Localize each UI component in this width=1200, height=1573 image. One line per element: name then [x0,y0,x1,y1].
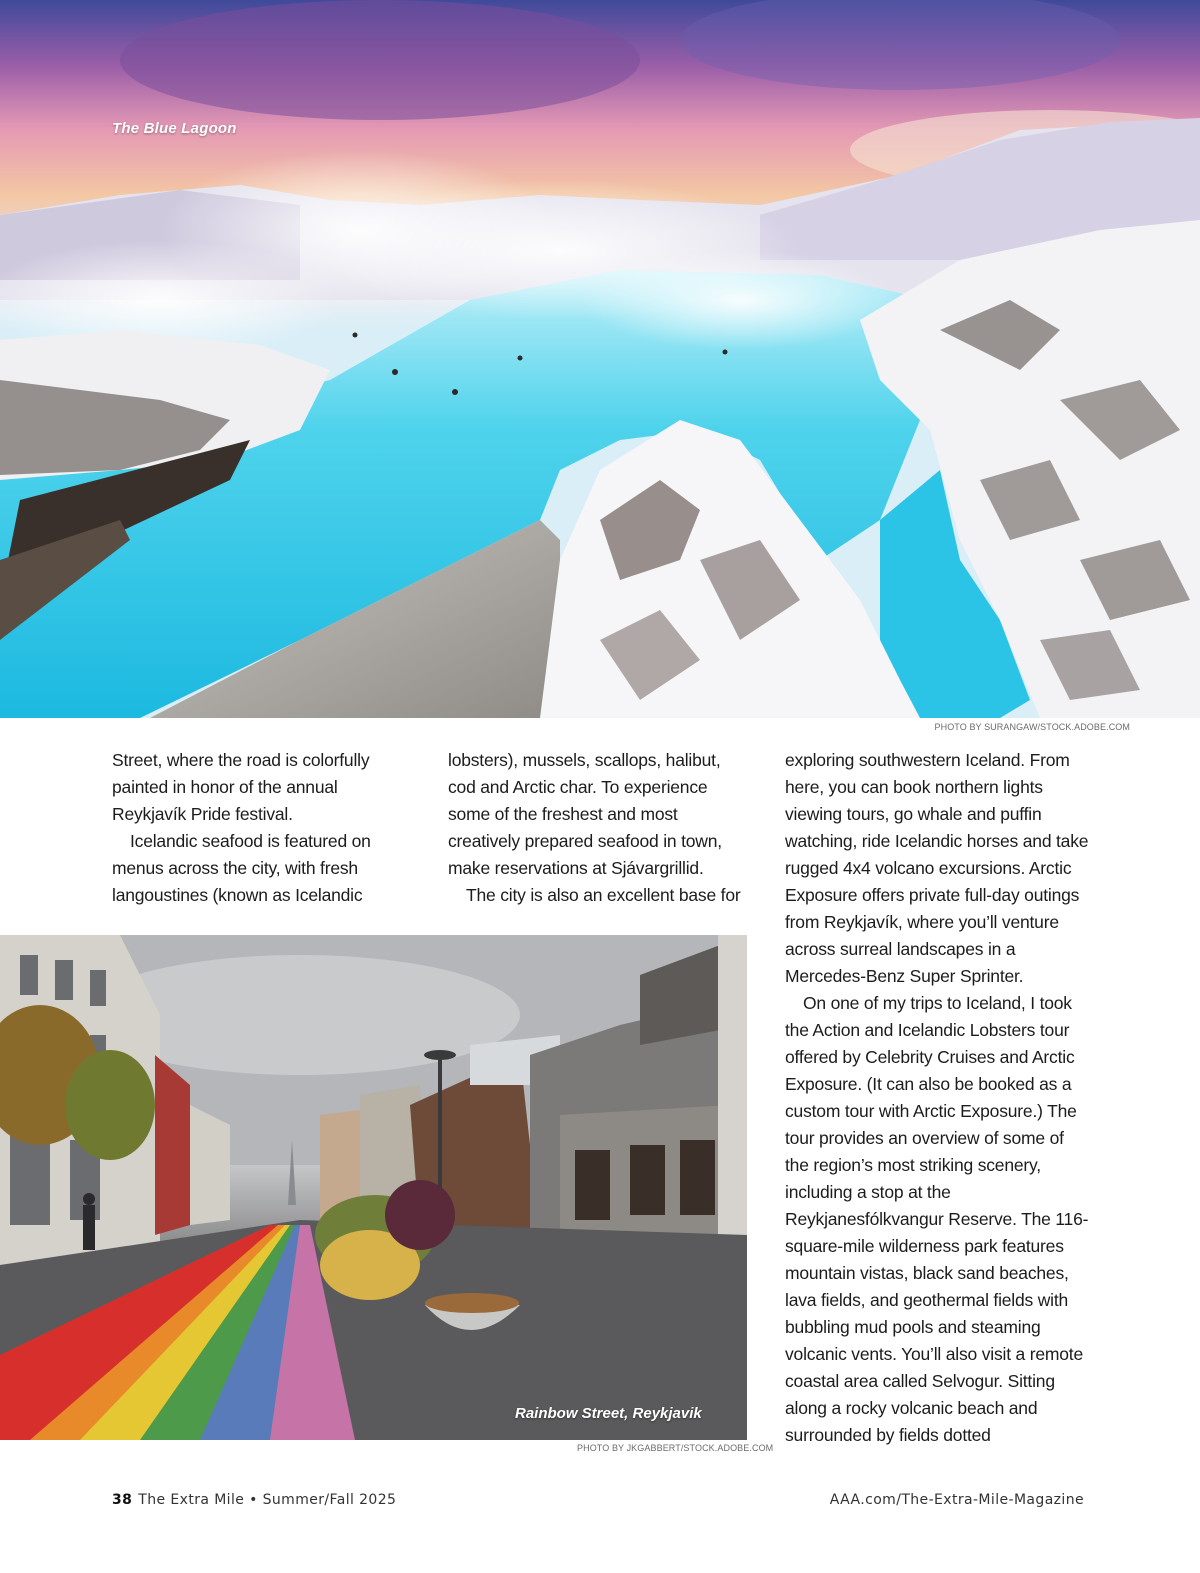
publication-name: The Extra Mile • Summer/Fall 2025 [138,1492,397,1508]
blue-lagoon-illustration [0,0,1200,718]
paragraph: exploring southwestern Iceland. From here, you can book northern lights viewing tours, go whale and puffin watching, ride Icelandic horses and take rugged 4x4 volcano excursions. Arctic Exposure offers private full-day outings from Reykjavík, where you’ll venture across surreal landscapes in a Mercedes-Benz Super Sprinter. [785,750,1089,986]
text-column-2 [448,747,748,909]
paragraph: The city is also an excellent base for [466,885,741,905]
street-photo-credit: PHOTO BY JKGABBERT/STOCK.ADOBE.COM [577,1443,774,1453]
hero-photo-credit: PHOTO BY SURANGAW/STOCK.ADOBE.COM [934,722,1130,732]
page-number: 38 [112,1492,133,1508]
paragraph: Icelandic seafood is featured on menus across the city, with fresh langoustines (known as Icelandic [112,831,371,905]
hero-photo-caption: The Blue Lagoon [112,120,237,137]
footer-left [112,1492,396,1508]
rainbow-street-photo [0,935,747,1440]
paragraph: Street, where the road is colorfully painted in honor of the annual Reykjavík Pride festival. [112,750,370,824]
paragraph: lobsters), mussels, scallops, halibut, cod and Arctic char. To experience some of the freshest and most creatively prepared seafood in town, make reservations at Sjávargrillid. [448,750,722,878]
blue-lagoon-photo [0,0,1200,718]
rainbow-street-illustration [0,935,747,1440]
text-column-1 [112,747,412,909]
text-column-3 [785,747,1091,1449]
street-photo-caption: Rainbow Street, Reykjavik [515,1405,702,1422]
paragraph: On one of my trips to Iceland, I took the Action and Icelandic Lobsters tour offered by Celebrity Cruises and Arctic Exposure. (It can also be booked as a custom tour with Arctic Exposure.) The tour provides an overview of some of the region’s most striking scenery, including a stop at the Reykjanesfólkvangur Reserve. The 116-square-mile wilderness park features mountain vistas, black sand beaches, lava fields, and geothermal fields with bubbling mud pools and steaming volcanic vents. You’ll also visit a remote coastal area called Selvogur. Sitting along a rocky volcanic beach and surrounded by fields dotted [785,993,1089,1445]
footer-url[interactable]: AAA.com/The-Extra-Mile-Magazine [829,1492,1084,1508]
